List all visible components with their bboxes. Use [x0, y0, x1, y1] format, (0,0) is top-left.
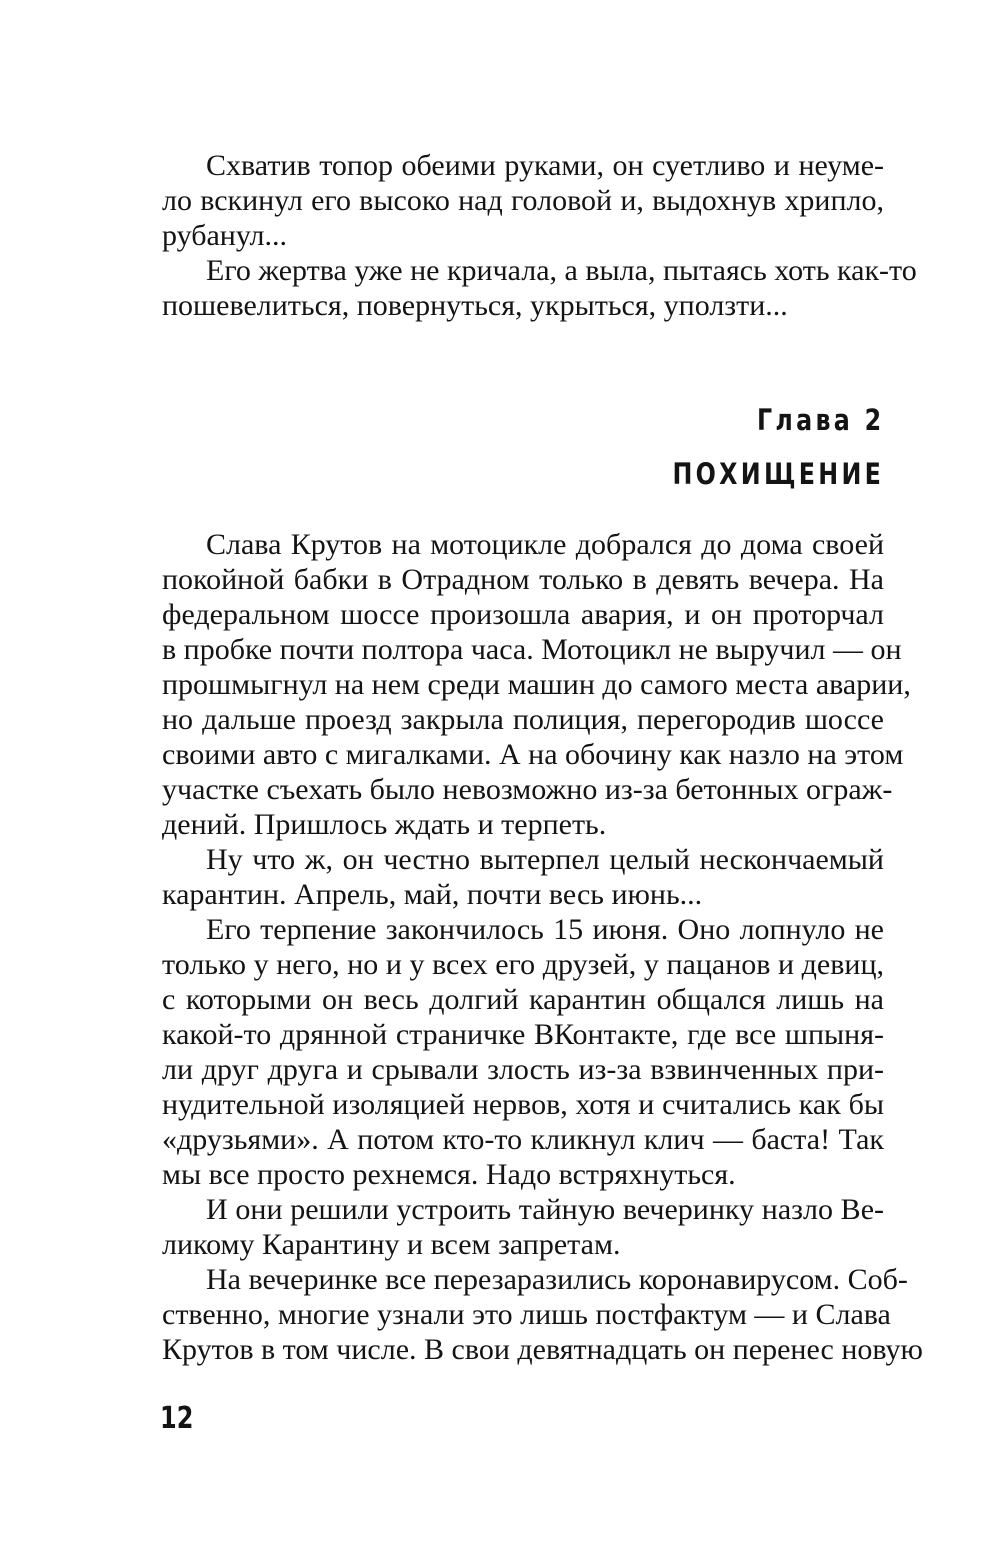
chapter-title: ПОХИЩЕНИЕ	[672, 457, 884, 491]
text-line: ликому Карантину и всем запретам.	[162, 1228, 621, 1261]
text-line: нудительной изоляцией нервов, хотя и считались как бы	[162, 1088, 884, 1121]
text-line: И они решили устроить тайную вечеринку назло Ве-	[206, 1193, 884, 1226]
text-line: участке съехать было невозможно из-за бетонных ограж-	[162, 773, 893, 806]
text-line: На вечеринке все перезаразились коронавирусом. Соб-	[206, 1263, 908, 1296]
text-line: с которыми он весь долгий карантин общался лишь на	[162, 983, 884, 1016]
text-line: Ну что ж, он честно вытерпел целый нескончаемый	[206, 843, 884, 876]
text-line: Слава Крутов на мотоцикле добрался до дома своей	[206, 528, 884, 561]
text-line: «друзьями». А потом кто-то кликнул клич — баста! Так	[162, 1123, 884, 1156]
text-line: мы все просто рехнемся. Надо встряхнуться.	[162, 1158, 736, 1191]
text-line: федеральном шоссе произошла авария, и он проторчал	[162, 598, 884, 631]
text-line: Его жертва уже не кричала, а выла, пытаясь хоть как-то	[206, 254, 917, 287]
text-line: Его терпение закончилось 15 июня. Оно лопнуло не	[206, 913, 884, 946]
text-line: покойной бабки в Отрадном только в девять вечера. На	[162, 563, 884, 596]
page-number: 12	[160, 1401, 194, 1436]
chapter-number: Глава 2	[756, 403, 884, 437]
text-line: дений. Пришлось ждать и терпеть.	[162, 808, 607, 841]
text-line: но дальше проезд закрыла полиция, перегородив шоссе	[162, 703, 884, 736]
text-line: ли друг друга и срывали злость из-за взвинченных при-	[162, 1053, 884, 1086]
text-line: пошевелиться, повернуться, укрыться, уползти...	[162, 289, 788, 322]
text-line: в пробке почти полтора часа. Мотоцикл не выручил — он	[162, 633, 902, 666]
text-line: только у него, но и у всех его друзей, у пацанов и девиц,	[162, 948, 884, 981]
text-line: ственно, многие узнали это лишь постфактум — и Слава	[162, 1298, 891, 1331]
text-line: прошмыгнул на нем среди машин до самого места аварии,	[162, 668, 911, 701]
text-line: какой-то дрянной страничке ВКонтакте, где все шпыня-	[162, 1018, 884, 1051]
text-line: Крутов в том числе. В свои девятнадцать он перенес новую	[162, 1333, 923, 1366]
text-line: своими авто с мигалками. А на обочину как назло на этом	[162, 738, 904, 771]
text-line: ло вскинул его высоко над головой и, выдохнув хрипло,	[162, 184, 884, 217]
text-line: рубанул...	[162, 219, 287, 252]
text-line: карантин. Апрель, май, почти весь июнь...	[162, 878, 703, 911]
text-line: Схватив топор обеими руками, он суетливо и неуме-	[206, 149, 884, 182]
